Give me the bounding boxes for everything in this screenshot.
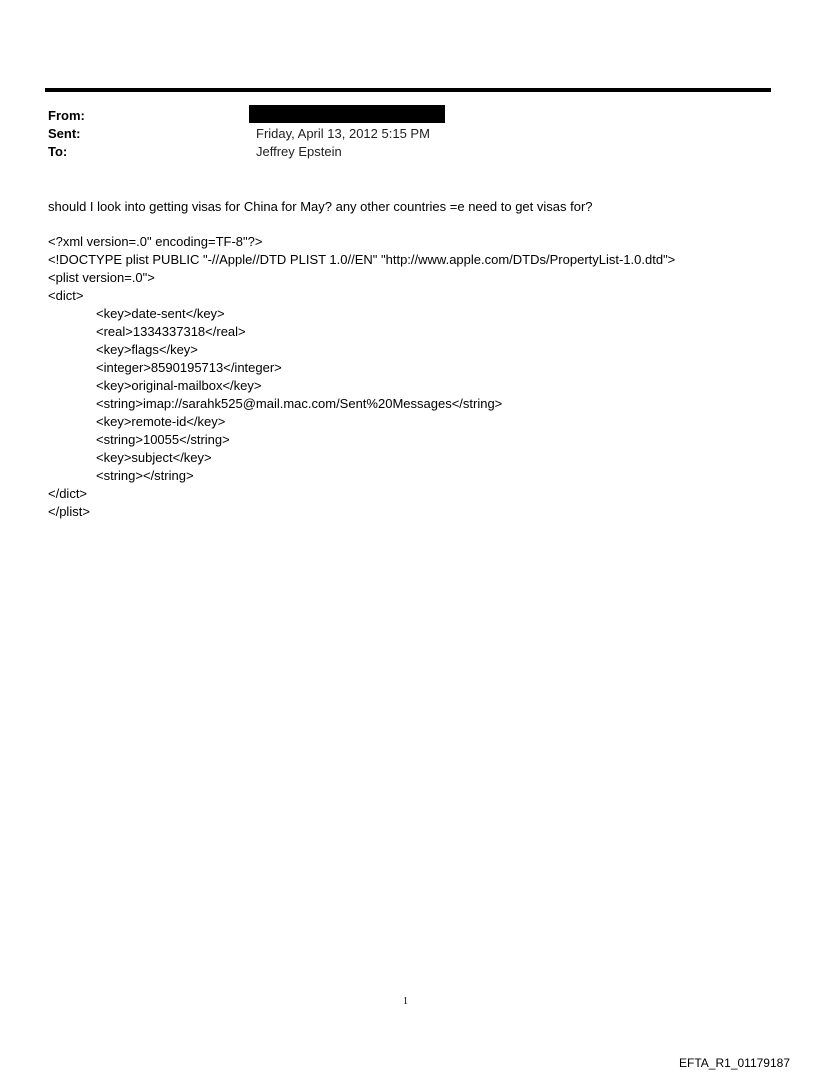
plist-line: <integer>8590195713</integer>: [96, 360, 282, 375]
to-value: Jeffrey Epstein: [256, 144, 342, 159]
message-body: should I look into getting visas for China for May? any other countries =e need to get visas for?: [48, 199, 593, 214]
header-rule: [45, 88, 771, 92]
plist-block: [48, 233, 675, 521]
plist-line: <key>flags</key>: [96, 342, 198, 357]
sent-value: Friday, April 13, 2012 5:15 PM: [256, 126, 430, 141]
plist-line: <key>remote-id</key>: [96, 414, 226, 429]
plist-line: <key>subject</key>: [96, 450, 212, 465]
plist-line: </plist>: [48, 504, 90, 519]
plist-line: <dict>: [48, 288, 84, 303]
from-label: From:: [48, 108, 85, 123]
plist-line: <string>10055</string>: [96, 432, 230, 447]
to-label: To:: [48, 144, 68, 159]
plist-line: <?xml version=.0" encoding=TF-8"?>: [48, 234, 263, 249]
plist-line: <string>imap://sarahk525@mail.mac.com/Sent%20Messages</string>: [96, 396, 503, 411]
plist-line: <string></string>: [96, 468, 194, 483]
plist-line: <real>1334337318</real>: [96, 324, 246, 339]
document-id: EFTA_R1_01179187: [679, 1056, 790, 1070]
page-number: 1: [403, 996, 408, 1007]
plist-line: <!DOCTYPE plist PUBLIC "-//Apple//DTD PLIST 1.0//EN" "http://www.apple.com/DTDs/PropertyList-1.0.dtd">: [48, 252, 676, 267]
plist-line: <plist version=.0">: [48, 270, 155, 285]
plist-line: <key>date-sent</key>: [96, 306, 225, 321]
sent-label: Sent:: [48, 126, 81, 141]
redaction-box: [249, 105, 445, 123]
plist-line: </dict>: [48, 486, 88, 501]
plist-line: <key>original-mailbox</key>: [96, 378, 262, 393]
